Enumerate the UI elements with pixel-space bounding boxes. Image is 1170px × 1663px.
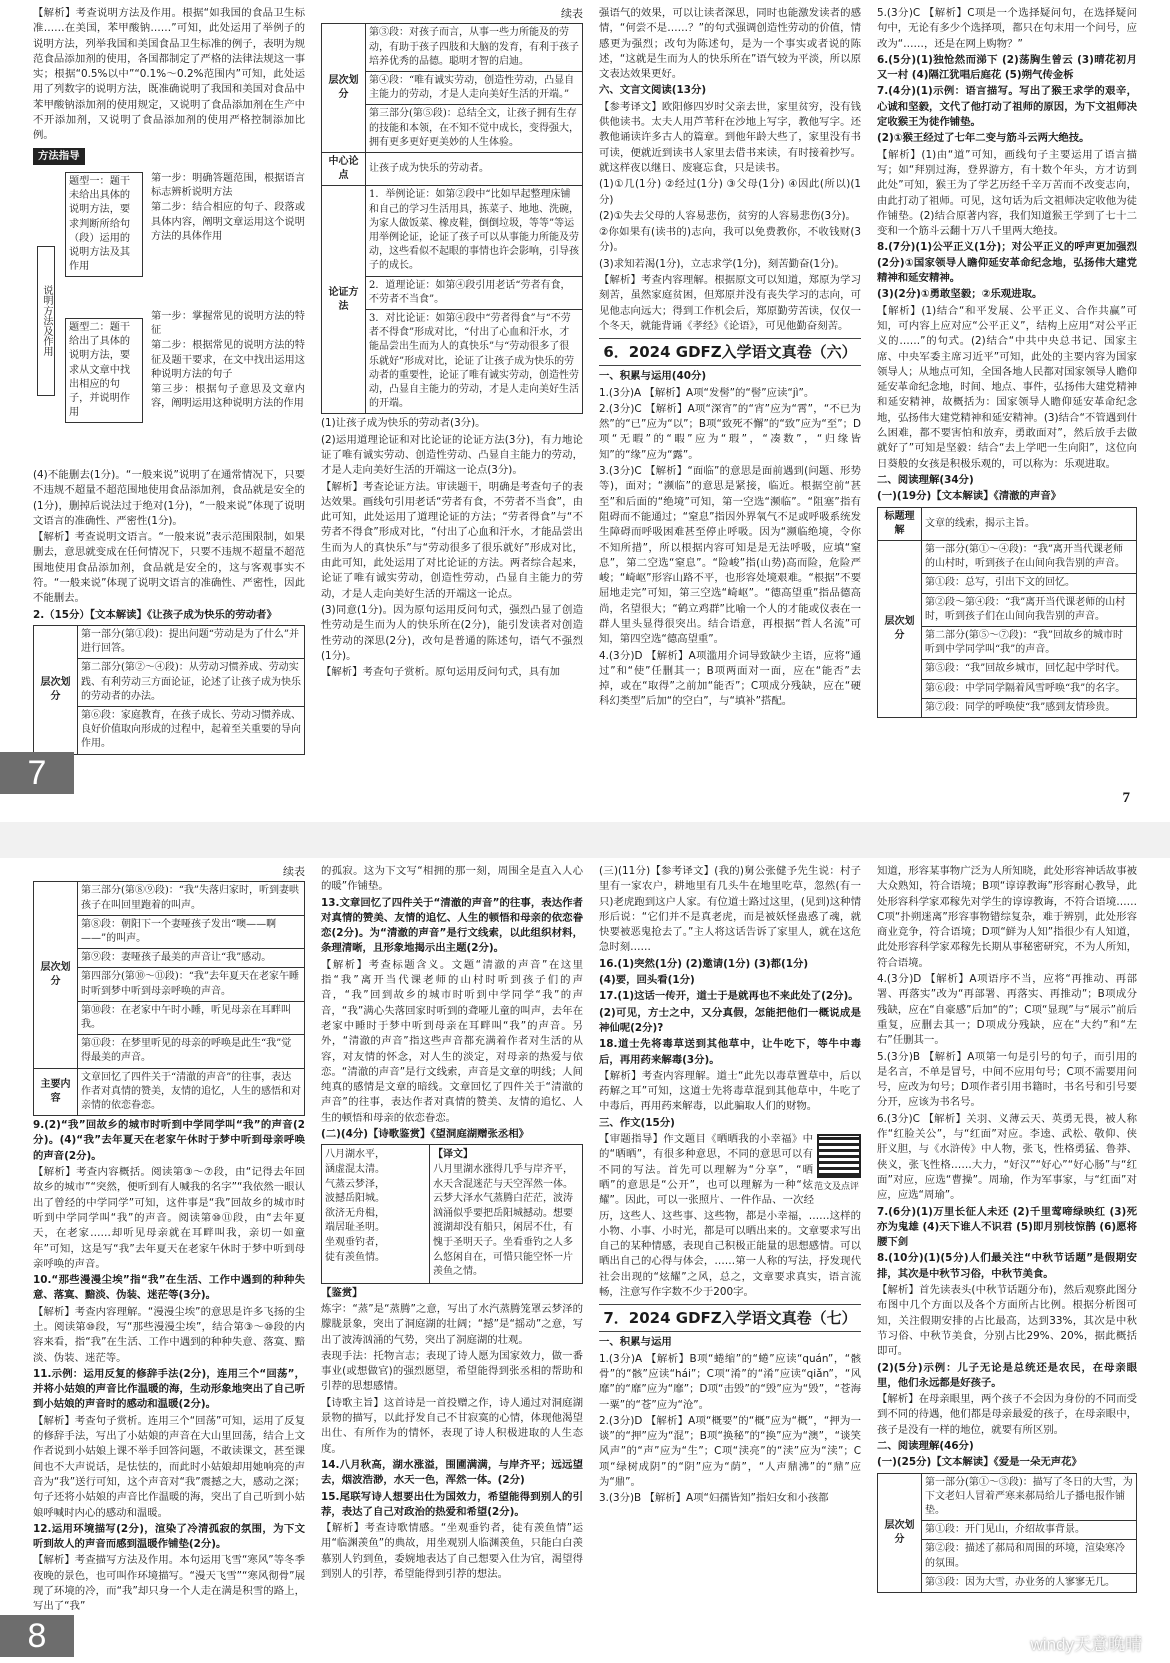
answer-paragraph: 15.尾联写诗人想要出仕为国效力，希望能得到别人的引荐，表达了自己对政治的热爱和希望(2分)。 [321,1490,583,1518]
table-cell: 第②段：描述了郝局和周围的环境，渲染寒冷的氛围。 [922,1540,1137,1573]
analysis-paragraph: 【解析】考查描写方法及作用。本句运用飞雪“寒风”等冬季夜晚的景色，也可叫作环境描写。“漫天飞雪”“寒风彻骨”展现了环境的冷，而“我”却只身一个人走在满是积雪的路上，写出了“我” [33,1554,305,1613]
answer-paragraph: 7.(6分)(1)万里长征人未还 (2)千里莺啼绿映红 (3)死亦为鬼雄 (4)天下谁人不识君 (5)即月别枝惊鹊 (6)愿将腰下剑 [877,1205,1137,1249]
table-cell: 第三部分(第⑤段)：总结全文，让孩子拥有生存的技能和本领，在不知不觉中成长，变得强大，拥有更多更好更美妙的人生体验。 [366,105,583,153]
section-heading: 三、作文(15分) [599,1116,675,1129]
answer-paragraph: 4.(3分)D 【解析】A项语序不当，应将“再推动、再部署、再落实”改为“再部署、再落实、再推动”；B项成分残缺，应在“自豪感”后加“的”；C项“显现”与“展示”前后重复，应删去其一；D项成分残缺，应在“大约”和“左右”任删其一。 [877,973,1137,1047]
analysis-paragraph: 【解析】首先读表头(中秋节话题分布)，然后观察此图分布图中几个方面以及各个方面所占比例。根据分析图可知，关注假期安排的占比最高，达到33%，其次是中秋节习俗、中秋节美食，分别占比29%、20%，据此概括即可。 [877,1284,1137,1358]
reading-table [877,1473,1137,1593]
text-heading: (一)(19分)【文本解读】《清澈的声音》 [877,490,1062,503]
qr-label: 范文及点评 [813,1182,859,1193]
poem-line: 八月湖水平， [325,1149,385,1161]
type-2-step: 第一步：掌握常见的说明方法的特征 [151,310,305,337]
table-cell: 第①段：开门见山，介绍故事背景。 [922,1521,1137,1540]
analysis-paragraph: 【解析】考查标题含义。文题“清澈的声音”在这里指“我”离开当代课老师的山村时听到孩子们的声音，“我”回到故乡的城市时听到中学同学“我”的声音，“我”满心失落回家时听到的聋哑儿童的叫声，去年在老家中睡时于梦中听到母亲在耳畔叫“我”的声音。另外，“清澈的声音”指这些声音都充满着作者对生活的从容，对友情的怀念，对人生的淡定，对母亲的热爱与依恋。“清澈的声音”是行文线索，声音是文章的明线；人间纯真的感情是文章的暗线。文章回忆了四件关于“清澈的声音”的往事，表达作者对真情的赞美、友情的追忆、人生的顿悟和母亲的依恋眷恋。 [321,958,583,1124]
column-3 [594,0,866,822]
poem-line: 气蒸云梦泽， [325,1178,385,1190]
continued-label: 续表 [561,7,583,20]
answer-paragraph: 5.(3分)C 【解析】C项是一个选择疑问句，在选择疑问句中，无论有多少个选择项，都只在句末用一个问号，应改为“……，还是在网上购物？” [877,7,1137,50]
answer-paragraph: 13.文章回忆了四件关于“清澈的声音”的往事，表达作者对真情的赞美、友情的追忆、人生的顿悟和母亲的依恋眷恋(2分)。为“清澈的声音”是行文线索，以此组织材料，条理清晰，且形象地揭示出主题(2分)。 [321,896,583,955]
table-cell: 第⑨段：妻哑孩子最美的声音让“我”感动。 [78,949,305,968]
argument-table [321,23,583,414]
poem-line: 涵虚混太清。 [325,1163,385,1175]
poem-line: 欲济无舟楫， [325,1207,385,1219]
table-cell: 让孩子成为快乐的劳动者。 [366,152,583,185]
page-7 [0,0,1170,822]
answer-paragraph: (4)要，回头看(1分) [599,974,695,987]
answer-paragraph: 4.(3分)D 【解析】A项滥用介词导致缺少主语，应将“通过”和“使”任删其一；B项两面对一面，应在“能否”去掉，或在“取得”之前加“能否”；C项成分残缺，应在“硬科幻类型”后加“的空白”，与“填补”搭配。 [599,649,861,708]
table-cell: 文章回忆了四件关于“清澈的声音”的往事，表达作者对真情的赞美，友情的追忆，人生的感悟和对亲情的依恋眷恋。 [78,1068,305,1116]
table-cell: 3．对比论证：如第④段中“劳者得食”与“不劳者不得食”形成对比，“付出了心血和汗水，才能品尝出生而为人的真快乐”与“劳动很多了很乐就好”形成对比，论证了让孩子成为快乐的劳动者的重要性，论证了唯有诚实劳动，创造性劳动，凸显自主能力的劳动，才是人走向美好生活的开端。 [366,309,583,413]
structure-table [33,881,305,1116]
answer-paragraph: ②你如果有(读书的)志向，我可以免费教你，不收钱财(3分)。 [599,226,861,254]
table-row-head: 层次划分 [322,24,366,153]
continued-label: 续表 [283,865,305,878]
answer-paragraph: 3.(3分)C 【解析】“面临”的意思是面前遇到(问题、形势等)，面对；“濒临”的意思是紧接，临近。根据空前“甚至”和后面的“绝境”可知，第一空选“濒临”。“阻塞”指有阻碍而不能通过；“窒息”指因外界氧气不足或呼吸系统发生障碍而呼吸困难甚至停止呼吸。因为“濒临绝境，令你不知所措”，所以根据内容可知是是无法呼吸，应填“窒息”，第二空选“窒息”。“险峻”指(山势)高而险，危险严峻；“崎岖”形容山路不平，也形容处境艰难。“根据”不要屈地走完”可知，第三空选“崎岖”。“德高望重”指品德高尚，名望很大；“鹤立鸡群”比喻一个人的才能或仪表在一群人里头显得很突出。结合语意，再根据“哲人名流”可知，第四空选“德高望重”。 [599,465,861,646]
table-row-head: 主要内容 [34,1068,78,1116]
table-cell: 第一部分(第①～③段)：描写了冬日的大雪，为下文老妇人冒着严寒来郝局给儿子播电报作铺垫。 [922,1473,1137,1521]
page-badge: 7 [0,752,74,794]
analysis-paragraph: 【解析】考查内容理解。道士“此先以毒草置草中，后以药解之耳”可知，这道士先将毒草混到其他草中，牛吃了中毒后，再用药来解毒，以此骗取人们的财物。 [599,1069,861,1113]
method-type-1: 题型一：题干未给出具体的说明方法，要求判断所给句（段）运用的说明方法及其作用 [65,172,143,277]
text-heading: (一)(25分)【文本解读】《爱是一朵无声花》 [877,1456,1082,1469]
answer-paragraph: (3)同意(1分)。因为原句运用反问句式，强烈凸显了创造性劳动是生而为人的快乐所在(2分)，能引发读者对创造性劳动的深思(2分)，改句是普通的陈述句，语气不强烈(1分)。 [321,603,583,662]
answer-paragraph: 10.“那些漫漫尘埃”指“我”在生活、工作中遇到的种种失意、落寞、黯淡、伪装、迷茫等(3分)。 [33,1274,305,1302]
exam-title: 6．2024 GDFZ入学语文真卷（六） [599,338,861,366]
table-cell: 2．道理论证：如第④段引用老话“劳者有食，不劳者不当食”。 [366,276,583,309]
answer-paragraph: (2)可见，方士之中，又分真假，怎能把他们一概说成是神仙呢(2分)? [599,1006,861,1034]
type-2-step: 第三步：根据句子意思及文章内容，阐明运用这种说明方法的作用 [151,383,305,410]
poem-line: 徒有羡鱼情。 [325,1251,385,1263]
poem-line: 坐观垂钓者， [325,1236,385,1248]
analysis-paragraph: 【解析】考查说明方法及作用。根据“如我国的食品卫生标准……在美国，苯甲酸钠……”可知，此处运用了举例子的说明方法，列举我国和美国食品卫生标准的例子，表明为规范食品添加剂的使用，各国都制定了严格的法律法规这一事实；根据“0.5%以中”“0.1%～0.2%范围内”可知，此处运用了列数字的说明方法，既准确说明了我国和美国对食品中苯甲酸钠添加剂的使用规定，又说明了食品添加剂在生产中不开添加剂，又说明了食品添加剂的使用严格控制添加比例。 [33,7,305,142]
answer-paragraph: (1)让孩子成为快乐的劳动者(3分)。 [321,417,486,430]
translation-text: 八月里湖水涨得几乎与岸齐平，水天含混迷茫与天空浑然一体。云梦大泽水气蒸腾白茫茫，波涛汹涌似乎要把岳阳城撼动。想要渡湖却没有船只，闲居不仕，有愧于圣明天子。坐看垂钓之人多么悠闲自在，可惜只能空怀一片羡鱼之情。 [433,1163,573,1278]
column-4 [872,858,1142,1663]
appreciation-head: 【鉴赏】 [321,1286,363,1299]
answer-paragraph: 8.(7分)(1)公平正义(1分)；对公平正义的呼声更加强烈 (2分)①国家领导人瞻仰延安革命纪念地，弘扬伟大建党精神和延安精神。 [877,241,1137,285]
answer-paragraph: (2)运用道理论证和对比论证的论证方法(3分)，有力地论证了唯有诚实劳动、创造性劳动、凸显自主能力的劳动，才是人走向美好生活的开端这一论点(3分)。 [321,433,583,477]
answer-paragraph: 18.道士先将毒草送到其他草中，让牛吃下，等牛中毒后，再用药来解毒(3分)。 [599,1038,861,1066]
section-heading: 一、积累与运用 [599,1336,672,1349]
section-heading: 一、积累与运用(40分) [599,370,707,383]
table-cell: 第⑥段：家庭教育，在孩子成长、劳动习惯养成、良好价值取向形成的过程中，起着至关重要的导向作用。 [78,706,305,754]
table-cell: 第一部分(第①段)：提出问题“劳动是为了什么”并进行回答。 [78,625,305,658]
answer-paragraph: (3)(2分)①勇敢坚毅；②乐观进取。 [877,288,1043,301]
table-cell: 第四部分(第⑩～⑪段)：“我”去年夏天在老家午睡时听到梦中听到母亲呼唤的声音。 [78,968,305,1001]
section-heading: 六、文言文阅读(13分) [599,84,707,97]
poem-line: 端居耻圣明。 [325,1222,385,1234]
table-cell: 第⑦段：同学的呼唤使“我”感到友情珍贵。 [922,698,1137,717]
answer-paragraph: 6.(3分)C 【解析】关羽、义薄云天、英勇无畏，被人称作“红脸关公”，与“红面”对应。李逵、武松、敬仰、侠肝义胆，与《水浒传》中人物，张飞，性格勇猛、鲁莽、侠义，张飞性格……大力，“好汉”“好心”“好心肠”与“红面”对应，应选“曹操”。周瑜，作为军事家，与“红面”对应，应选“周瑜”。 [877,1112,1137,1202]
structure-table [33,625,305,755]
type-2-step: 第二步：根据常见的说明方法的特征及题干要求，在文中找出运用这种说明方法的句子 [151,340,305,380]
answer-paragraph: 14.八月秋高，湖水涨溢，围圃满满，与岸齐平；远远望去，烟波浩渺，水天一色，浑然一体。(2分) [321,1458,583,1487]
table-cell: 第⑥段：中学同学隔着风雪呼唤“我”的名字。 [922,679,1137,698]
reading-table [877,507,1137,718]
column-4 [872,0,1142,822]
theme-text: 【诗歌主旨】这首诗是一首投赠之作，诗人通过对洞庭湖景物的描写，以此抒发自己不甘寂寞的心情，体现他渴望出仕、有所作为的情怀，表现了诗人积极进取的人生态度。 [321,1396,583,1455]
table-cell: 第⑤段：“我”回故乡城市，回忆起中学时代。 [922,660,1137,679]
answer-paragraph: 1.(3分)A 【解析】B项“蜷缩”的“蜷”应读“quán”，“骸骨”的“骸”应读“hái”；C项“淆”的“淆”应读“qiǎn”，“风靡”的“靡”应为“靡”；D项“击毁”的“毁”应为“毁”，“苍海一粟”的“苍”应为“沧”。 [599,1352,861,1411]
answer-paragraph: 6.(5分)(1)独怆然而涕下 (2)荡胸生曾云 (3)晴花初月又一村 (4)隔江犹唱后庭花 (5)朔气传金柝 [877,53,1137,82]
analysis-paragraph: 强语气的效果，可以让读者深思，同时也能激发读者的感情，“何尝不是……？”的句式强调创造性劳动的价值，情感更为强烈；改句为陈述句，是为一个事实或者说的陈述，“这就是生而为人的快乐所在”语气较为平淡，所以原文表达效果更好。 [599,7,861,81]
table-row-head: 层次划分 [878,1473,922,1592]
appreciation-text: 表现手法：托物言志；表现了诗人愿为国家效力，做一番事业(或想做官)的强烈愿望，希望能得到张丞相的帮助和引荐的思想感情。 [321,1349,583,1393]
answer-paragraph: 7.(4分)(1)示例：语言描写。写出了猴王求学的艰辛，心诚和坚毅，文代了他打动了祖师的原因，为下文祖师决定收猴王为徒作铺垫。 [877,85,1137,129]
table-cell: 第⑧段：朝阳下一个妻哑孩子发出“噢——啊——”的叫声。 [78,915,305,948]
answer-paragraph: 8.(10分)(1)(5分)人们最关注“中秋节话题”是假期安排，其次是中秋节习俗，中秋节美食。 [877,1252,1137,1280]
page-number: 7 [1122,790,1130,806]
table-cell: 第⑪段：在梦里听见的母亲的呼唤是此生“我”觉得最美的声音。 [78,1035,305,1068]
column-2 [316,0,588,822]
column-1 [28,0,310,822]
type-1-step: 第一步：明确答题范围，根据语言标志辨析说明方法 [151,172,305,199]
section-heading: 二、阅读理解(34分) [877,473,974,486]
analysis-paragraph: 【解析】(1)由“道”可知，画线句子主要运用了语言描写；如“拜别过海，登界游方，有十数个年头，方才访到此处”可知，猴王为了学艺历经千辛万苦而不改变志向，由此打动了祖师。可见，这句话为后文祖师决定收他为徒作铺垫。(2)结合原著内容，我们知道猴王学到了七十二变和一个筋斗云翻十万八千里两大绝技。 [877,148,1137,238]
analysis-paragraph: 【解析】考查内容理解。根据原文可以知道，郑原为学习刻苦，虽然家庭贫困，但郑原并没有丧失学习的志向，可见他志向远大；得到工作机会后，郑原勤劳苦读，仅仅一个冬天，就能背诵《孝经》《论语》，可见他勤奋刻苦。 [599,274,861,332]
watermark: windy天意晚晴 [1030,1635,1142,1654]
answer-paragraph: (2)①失去父母的人容易悲伤，贫穷的人容易悲伤(3分)。 [599,209,856,222]
answer-paragraph: 9.(2)“我”回故乡的城市时听到中学同学叫“我”的声音(2分)。(4)“我”去年夏天在老家午休时于梦中听到母亲呼唤的声音(2分)。 [33,1119,305,1162]
page-8 [0,858,1170,1663]
answer-paragraph: 11.示例：运用反复的修辞手法(2分)，连用三个“回荡”，并将小姑娘的声音比作温暖的海，生动形象地突出了自己听到小姑娘的声音时的感动和温暖(2分)。 [33,1367,305,1411]
analysis-paragraph: 【解析】考查论证方法。审读题干，明确是考查句子的表达效果。画线句引用老话“劳者有食，不劳者不当食”，由此可知，此处运用了道理论证的方法；“劳者得食”与“不劳者不得食”形成对比，“付出了心血和汗水，才能品尝出生而为人的真快乐”与“劳动很多了很乐就好”形成对比，由此可知，此处运用了对比论证的方法。两者综合起来，论证了唯有诚实劳动，创造性劳动，凸显自主能力的劳动，才是人走向美好生活的开端这一论点。 [321,480,583,600]
column-3 [594,858,866,1663]
answer-paragraph: 3.(3分)B 【解析】A项“妇孺皆知”指妇女和小孩都 [599,1492,829,1505]
table-cell: 第一部分(第①～④段)：“我”离开当代课老师的山村时，听到孩子在山间向我告别的声音。 [922,540,1137,573]
answer-paragraph: 17.(1)这话一传开，道士于是就再也不来此处了(2分)。 [599,990,859,1003]
qr-code[interactable] [817,1134,861,1178]
answer-paragraph: 16.(1)突然(1分) (2)邀请(1分) (3)都(1分) [599,957,809,970]
table-cell: 第④段：“唯有诚实劳动，创造性劳动，凸显自主能力的劳动，才是人走向美好生活的开端。” [366,71,583,104]
translation-paragraph: (三)(11分)【参考译文】(我的)舅公张健予先生说：村子里有一家农户，耕地里有几头牛在地里吃草，忽然(有一只)老虎跑到这户人家。有位道士路过这里，(见到)这种情形后说：“它们并不是真老虎，而是被妖怪蛊惑了魂，就快要被恶鬼抢去了。”主人将这话告诉了家里人，就在这危急时刻…… [599,865,861,954]
analysis-paragraph: 知道，形容某事物广泛为人所知晓，此处形容神话故事被大众熟知，符合语境；B项“谆谆教诲”形容耐心教导，此处形容科学家邓稼先对学生的谆谆教诲，不符合语境……C项“扑朔迷离”形容事物错综复杂，难于辨别，此处形容商业竞争，符合语境；D项“鲜为人知”指很少有人知道，此处形容科学家邓稼先长期从事秘密研究，不为人所知，符合语境。 [877,865,1137,969]
method-guide-title: 方法指导 [33,148,85,165]
table-row-head: 中心论点 [322,152,366,185]
section-heading: 二、阅读理解(46分) [877,1439,974,1452]
table-cell: 文章的线索，揭示主旨。 [922,507,1137,540]
answer-paragraph: 1.(3分)A 【解析】A项“发髻”的“髻”应读“jì”。 [599,386,815,399]
analysis-paragraph: 【解析】考查说明文语言。“一般来说”表示范围限制，如果删去，意思就变成在任何情况下，只要不违规不超量不超范围地使用食品添加剂，食品就是安全的，这与客观事实不符。“一般来说”体现了说明文语言的准确性、严密性，因此不能删去。 [33,531,305,605]
poem-line: 波撼岳阳城。 [325,1193,385,1205]
answer-paragraph: 2.(3分)D 【解析】A项“概要”的“概”应为“概”，“押为一谈”的“押”应为“混”；B项“换秘”的“换”应为“澳”，“谈笑风声”的“声”应为“生”；C项“渎亮”的“渎”应为“渎”；C项“绿树成阴”的“阴”应为“荫”，“人声鼎沸”的“鼎”应为“鼎”。 [599,1414,861,1488]
appreciation-text: 炼字：“蒸”是“蒸腾”之意，写出了水汽蒸腾笼罩云梦泽的朦胧景象，突出了洞庭湖的壮阔；“撼”是“摇动”之意，写出了波涛汹涌的气势，突出了洞庭湖的壮观。 [321,1302,583,1346]
analysis-paragraph: 【解析】在母亲眼里，两个孩子不会因为身份的不同而受到不同的待遇，他们都是母亲最爱的孩子，在母亲眼中，孩子是没有一样的地位，就要有所区别。 [877,1393,1137,1436]
translation-paragraph: 【参考译文】欧阳修四岁时父亲去世，家里贫穷，没有钱供他读书。太夫人用芦苇秆在沙地上写字，教他写字。还教他诵读许多古人的篇章。到他年龄大些了，家里没有书可读，便就近到读书人家里去借书来读，有时接着抄写。就这样夜以继日、废寝忘食，只是读书。 [599,100,861,174]
method-type-2: 题型二：题干给出了具体的说明方法，要求从文章中找出相应的句子，并说明作用 [65,318,143,423]
translation-head: 【译文】 [433,1149,473,1161]
table-cell: 第③段：对孩子而言，从事一些力所能及的劳动，有助于孩子四肢和大脑的发育，有利于孩子培养优秀的品德。聪明才智的启迪。 [366,24,583,72]
table-row-head: 层次划分 [878,540,922,717]
answer-paragraph: (2)(5分)示例：儿子无论是总统还是农民，在母亲眼里，他们永远都是好孩子。 [877,1361,1137,1389]
answer-paragraph: 5.(3分)B 【解析】A项第一句是引号的句子，而引用的是名言，不单是冒号，中间不应用句号；C项不需要用问号，应改为句号；D项作者引用书籍时，书名号和引号要分开，应该为书名号。 [877,1050,1137,1109]
column-2 [316,858,588,1663]
analysis-paragraph: 【解析】考查内容概括。阅读第③～⑦段，由“记得去年回故乡的城市”“突然，便听到有人喊我的名字”“我依然一眼认出了曾经的中学同学”可知，这件事是“我”回故乡的城市时听到中学同学叫“我”的声音。阅读第⑩⑪段，由“去年夏天，在老家……却听见母亲就在耳畔叫我，亲切一如童年”可知，这是写“我”去年夏天在老家午休时于梦中听到母亲呼唤的声音。 [33,1166,305,1270]
table-row-head: 层次划分 [34,882,78,1068]
table-cell: 第三部分(第⑧⑨段)：“我”失落归家时，听到妻哄孩子在叫回里跑着的叫声。 [78,882,305,915]
table-cell: 1．举例论证：如第②段中“比如早起整理床铺和自己的学习生活用具，拣菜子、地地、洗碗，为家人做饭菜、橡皮鞋，倒倒垃圾，等等”等运用举例论证，论证了孩子可以从事能力所能及劳动，这些看似不起眼的事情也许会影响，引导孩子的成长。 [366,186,583,276]
analysis-paragraph: 【解析】考查内容理解。“漫漫尘埃”的意思是许多飞扬的尘土。阅读第⑩段，写“那些漫漫尘埃”，结合第③～⑩段的内容来看，指“我”在生活、工作中遇到的种种失意、落寞、黯淡、伪装、迷茫等。 [33,1305,305,1364]
exam-title: 7．2024 GDFZ入学语文真卷（七） [599,1304,861,1332]
analysis-paragraph: 的孤寂。这为下文写“相拥的那一刻，周围全是直入人心的暖”作铺垫。 [321,865,583,893]
column-1 [28,858,310,1663]
table-cell: 第③段：因为大雪，办业务的人寥寥无几。 [922,1573,1137,1592]
table-cell: 第①段：总写，引出下文的回忆。 [922,574,1137,593]
table-row-head: 层次划分 [34,625,78,754]
answer-paragraph: (2)①猴王经过了七年二变与筋斗云两大绝技。 [877,132,1090,145]
answer-paragraph: (1)①几(1分) ②经过(1分) ③父母(1分) ④因此(所以)(1分) [599,178,861,206]
answer-paragraph: 12.运用环境描写(2分)，渲染了冷清孤寂的氛围，为下文听到故人的声音而感到温暖作铺垫(2分)。 [33,1522,305,1551]
analysis-paragraph: 【解析】(1)结合“和平发展、公平正义、合作共赢”可知，可内容上应对应“公平正义”，结构上应用“对公平正义的……”的句式。(2)结合“中共中央总书记、国家主席、中央军委主席习近平”可知，此处的主要内容为国家领导人；从地点可知，全国各地人民都对国家领导人瞻仰延安革命纪念地，时间、地点、事件，弘扬伟大建党精神和延安精神，故概括为：国家领导人瞻仰延安革命纪念地，弘扬伟大建党精神和延安精神。(3)结合“不管遇到什么困难，都不要害怕和放弃，勇敢面对”，然后放手去做就好了”可知是坚毅：结合“去上学吧一生向阳”，这位向日葵般的女孩是积极乐观的，可以称为：乐观进取。 [877,304,1137,470]
analysis-paragraph: 【解析】考查句子赏析。连用三个“回荡”可知，运用了反复的修辞手法，写出了小姑娘的声音在大山里回荡，结合上文作者说到小姑娘上课不举手回答问题，不敢读课文，甚至课间也不大声说话，是怯怯的，而此时小姑娘却用她响亮的声音为“我”送行可知，这个声音对“我”震撼之大，感动之深；句子还将小姑娘的声音比作温暖的海，突出了自己听到小姑娘呼喊时内心的感动和温暖。 [33,1414,305,1519]
section-heading: (二)(4分)【诗歌鉴赏】《望洞庭湖赠张丞相》 [321,1128,530,1141]
poem-box [321,1144,583,1283]
type-1-steps [151,172,305,245]
composition-guide: 【审题指导】作文题目《晒晒我的小幸福》中的“晒晒”，有很多种意思，不同的意思可以有不同的写法。首先可以理解为“分享”，“晒晒”的意思是“公开”，也可以理解为一种“炫耀”。因此，可以一张照片、一件作品、一次经历，这些人、这些事、这些物，都是小幸福，……这样的小物、小事、小时光，都是可以晒出来的。文章要求写出自己的某种情感，表现自己积极正能量的思想感情。可以晒出自己的心得与体会，……第一人称的写法，抒发现代社会出现的“炫耀”之风，总之，文章要求真实，语言流畅，注意写作字数不少于200字。 [599,1133,861,1299]
analysis-paragraph: 【解析】考查句子赏析。原句运用反问句式，具有加 [321,666,560,679]
table-cell: 第⑩段：在老家中午时小睡，听见母亲在耳畔叫我。 [78,1001,305,1034]
table-cell: 第二部分(第②～④段)：从劳动习惯养成、劳动实践、有利劳动三方面论证，论述了让孩子成为快乐的劳动者的办法。 [78,659,305,707]
page-badge: 8 [0,1615,74,1657]
table-cell: 第②段～第④段：“我”离开当代课老师的山村时，听到孩子们在山间向我告别的声音。 [922,593,1137,626]
method-root-node: 说明方法及作用 [37,246,55,396]
type-1-step: 第二步：结合相应的句子、段落或具体内容，阐明文章运用这个说明方法的具体作用 [151,202,305,242]
question-heading: 2.（15分）【文本解读】《让孩子成为快乐的劳动者》 [33,608,277,621]
answer-paragraph: (4)不能删去(1分)。“一般来说”说明了在通常情况下，只要不违规不超量不超范围地使用食品添加剂，食品就是安全的(1分)，删掉后说法过于绝对(1分)，“一般来说”体现了说明文语言的准确性、严密性(1分)。 [33,468,305,527]
table-row-head: 论证方法 [322,186,366,414]
analysis-paragraph: 【解析】考查诗歌情感。“坐观垂钓者，徒有羡鱼情”运用“临渊羡鱼”的典故，用坐观别人临渊羡鱼，只能白白羡慕别人钓到鱼，委婉地表达了自己想要入仕为官，渴望得到别人的引荐，希望能得到引荐的想法。 [321,1522,583,1581]
table-row-head: 标题理解 [878,507,922,540]
type-2-steps [151,310,305,412]
poem-lines [322,1145,430,1282]
answer-paragraph: 2.(3分)C 【解析】A项“深宵”的“宵”应为“霄”，“不已为然”的“已”应为“以”；B项“致死不懈”的“致”应为“至”；D项“无暇”的“暇”应为“瑕”，“凑数”，“归缘皆知”的“缘”应为“露”。 [599,402,861,461]
table-cell: 第二部分(第⑤～⑦段)：“我”回故乡的城市时听到中学同学叫“我”的声音。 [922,626,1137,659]
answer-paragraph: (3)求知若渴(1分)，立志求学(1分)，刻苦勤奋(1分)。 [599,257,845,270]
poem-translation [430,1145,582,1282]
method-diagram [33,168,305,468]
